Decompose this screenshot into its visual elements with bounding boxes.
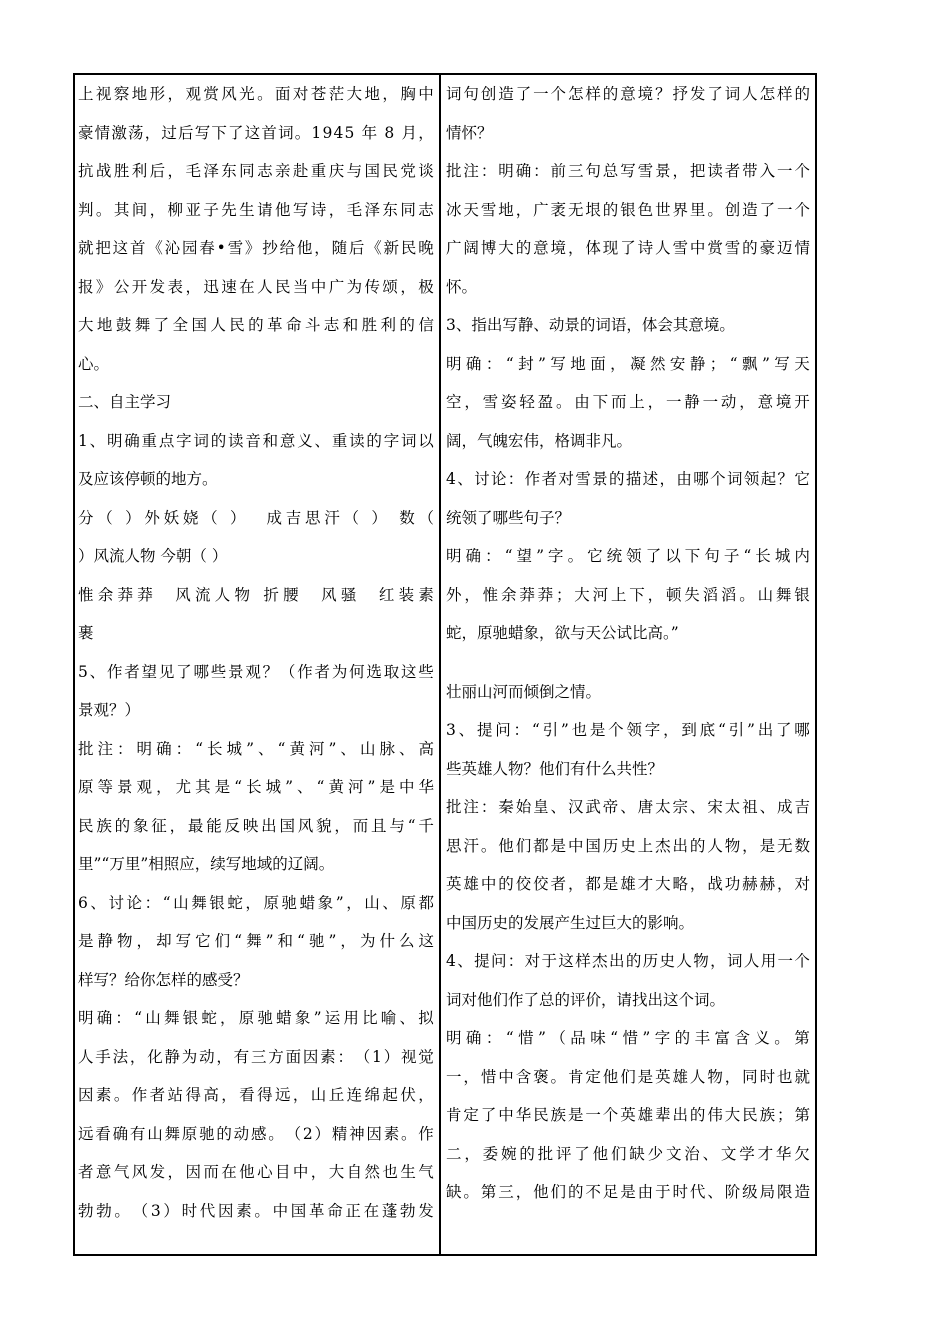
text-line: 上 视 察 地 形 ， 观 赏 风 光 。 面 对 苍 茫 大 地 ， 胸 中 xyxy=(78,85,434,103)
text-line: 统领了哪些句子？ xyxy=(446,508,571,527)
text-line: 明 确 ： “ 望 ” 字 。 它 统 领 了 以 下 句 子 “ 长 城 内 xyxy=(446,547,810,565)
text-line: 批 注 ： 明 确 ： 前 三 句 总 写 雪 景 ， 把 读 者 带 入 一 个 xyxy=(446,162,810,180)
column-divider xyxy=(439,75,441,1254)
text-line: 1 、 明 确 重 点 字 词 的 读 音 和 意 义 、 重 读 的 字 词 以 xyxy=(78,431,434,450)
text-line: 些英雄人物？他们有什么共性？ xyxy=(446,759,664,778)
text-line: 怀。 xyxy=(446,277,478,296)
text-line: 人 手 法 ， 化 静 为 动 ， 有 三 方 面 因 素 ： （ 1 ） 视 觉 xyxy=(78,1047,434,1066)
text-line: 样写？给你怎样的感受？ xyxy=(78,970,249,989)
text-line: 肯 定 了 中 华 民 族 是 一 个 英 雄 辈 出 的 伟 大 民 族 ； 第 xyxy=(446,1106,810,1124)
text-line: 豪 情 激 荡 ， 过 后 写 下 了 这 首 词 。 1 9 4 5 年 8 月 ， xyxy=(78,123,434,142)
text-line: 勃 勃 。 （ 3 ） 时 代 因 素 。 中 国 革 命 正 在 蓬 勃 发 xyxy=(78,1201,434,1220)
text-line: 4 、 讨 论 ： 作 者 对 雪 景 的 描 述 ， 由 哪 个 词 领 起 ？ 它 xyxy=(446,470,810,488)
text-line: 蛇，原驰蜡象，欲与天公试比高。” xyxy=(446,624,679,642)
text-line: 阔，气魄宏伟，格调非凡。 xyxy=(446,431,633,450)
text-line: 5 、 作 者 望 见 了 哪 些 景 观 ？ （ 作 者 为 何 选 取 这 些 xyxy=(78,662,434,681)
text-line: 情怀？ xyxy=(446,123,493,142)
text-line: 原 等 景 观 ， 尤 其 是 “ 长 城 ” 、 “ 黄 河 ” 是 中 华 xyxy=(78,778,434,796)
text-line: 思 汗 。 他 们 都 是 中 国 历 史 上 杰 出 的 人 物 ， 是 无 数 xyxy=(446,836,810,855)
text-line: 广 阔 博 大 的 意 境 ， 体 现 了 诗 人 雪 中 赏 雪 的 豪 迈 情 xyxy=(446,239,810,257)
text-line: 3、指出写静、动景的词语，体会其意境。 xyxy=(446,316,735,334)
text-line: 抗 战 胜 利 后 ， 毛 泽 东 同 志 亲 赴 重 庆 与 国 民 党 谈 xyxy=(78,162,434,180)
text-line: 冰 天 雪 地 ， 广 袤 无 垠 的 银 色 世 界 里 。 创 造 了 一 个 xyxy=(446,200,810,219)
text-line: 壮丽山河而倾倒之情。 xyxy=(446,682,602,701)
text-line: 空 ， 雪 姿 轻 盈 。 由 下 而 上 ， 一 静 一 动 ， 意 境 开 xyxy=(446,393,810,411)
text-line: 中国历史的发展产生过巨大的影响。 xyxy=(446,913,695,932)
text-line: 判 。 其 间 ， 柳 亚 子 先 生 请 他 写 诗 ， 毛 泽 东 同 志 xyxy=(78,200,434,219)
text-line: 是 静 物 ， 却 写 它 们 “ 舞 ” 和 “ 驰 ” ， 为 什 么 这 xyxy=(78,932,434,950)
text-line: 批 注 ： 明 确 ： “ 长 城 ” 、 “ 黄 河 ” 、 山 脉 、 高 xyxy=(78,739,434,758)
text-line: 里”“万里”相照应，续写地域的辽阔。 xyxy=(78,855,335,873)
text-line: 远 看 确 有 山 舞 原 驰 的 动 感 。 （ 2 ） 精 神 因 素 。 作 xyxy=(78,1124,434,1143)
text-line: 景观？） xyxy=(78,701,141,719)
text-line: 缺 。 第 三 ， 他 们 的 不 足 是 由 于 时 代 、 阶 级 局 限 造 xyxy=(446,1183,810,1201)
text-line: 词对他们作了总的评价，请找出这个词。 xyxy=(446,990,726,1009)
text-line xyxy=(446,653,810,673)
text-line: 明 确 ： “ 惜 ” （ 品 味 “ 惜 ” 字 的 丰 富 含 义 。 第 xyxy=(446,1029,810,1047)
text-line: 二、自主学习 xyxy=(78,393,172,411)
left-column xyxy=(78,75,434,1230)
text-line: 大 地 鼓 舞 了 全 国 人 民 的 革 命 斗 志 和 胜 利 的 信 xyxy=(78,316,434,334)
text-line: 心。 xyxy=(78,354,110,373)
text-line: 及应该停顿的地方。 xyxy=(78,470,218,488)
text-line: 明 确 ： “ 封 ” 写 地 面 ， 凝 然 安 静 ； “ 飘 ” 写 天 xyxy=(446,354,810,373)
right-column xyxy=(446,75,810,1212)
text-line: 裹 xyxy=(78,624,94,642)
text-line: 因 素 。 作 者 站 得 高 ， 看 得 远 ， 山 丘 连 绵 起 伏 ， xyxy=(78,1086,434,1104)
text-line: 民 族 的 象 征 ， 最 能 反 映 出 国 风 貌 ， 而 且 与 “ 千 xyxy=(78,816,434,835)
text-line: 4 、 提 问 ： 对 于 这 样 杰 出 的 历 史 人 物 ， 词 人 用 一 个 xyxy=(446,952,810,970)
text-line: 二 ， 委 婉 的 批 评 了 他 们 缺 少 文 治 、 文 学 才 华 欠 xyxy=(446,1144,810,1163)
text-line: 明 确 ： “ 山 舞 银 蛇 ， 原 驰 蜡 象 ” 运 用 比 喻 、 拟 xyxy=(78,1009,434,1027)
text-line: ）风流人物 今朝（ ） xyxy=(78,547,228,565)
text-line: 就 把 这 首 《 沁 园 春 • 雪 》 抄 给 他 ， 随 后 《 新 民 晚 xyxy=(78,239,434,257)
text-line: 6 、 讨 论 ： “ 山 舞 银 蛇 ， 原 驰 蜡 象 ” ， 山 、 原 都 xyxy=(78,893,434,912)
text-line: 外 ， 惟 余 莽 莽 ； 大 河 上 下 ， 顿 失 滔 滔 。 山 舞 银 xyxy=(446,585,810,604)
text-line: 批 注 ： 秦 始 皇 、 汉 武 帝 、 唐 太 宗 、 宋 太 祖 、 成 吉 xyxy=(446,798,810,816)
text-line: 报 》 公 开 发 表 ， 迅 速 在 人 民 当 中 广 为 传 颂 ， 极 xyxy=(78,277,434,296)
text-line: 惟 余 莽 莽 风 流 人 物 折 腰 风 骚 红 装 素 xyxy=(78,585,434,604)
text-line: 分 （ ） 外 妖 娆 （ ） 成 吉 思 汗 （ ） 数 （ xyxy=(78,508,434,527)
text-line: 者 意 气 风 发 ， 因 而 在 他 心 目 中 ， 大 自 然 也 生 气 xyxy=(78,1163,434,1181)
text-line: 英 雄 中 的 佼 佼 者 ， 都 是 雄 才 大 略 ， 战 功 赫 赫 ， 对 xyxy=(446,875,810,893)
text-line: 一 ， 惜 中 含 褒 。 肯 定 他 们 是 英 雄 人 物 ， 同 时 也 就 xyxy=(446,1067,810,1086)
text-line: 词 句 创 造 了 一 个 怎 样 的 意 境 ？ 抒 发 了 词 人 怎 样 的 xyxy=(446,85,810,103)
text-line: 3 、 提 问 ： “ 引 ” 也 是 个 领 字 ， 到 底 “ 引 ” 出 了 哪 xyxy=(446,721,810,739)
